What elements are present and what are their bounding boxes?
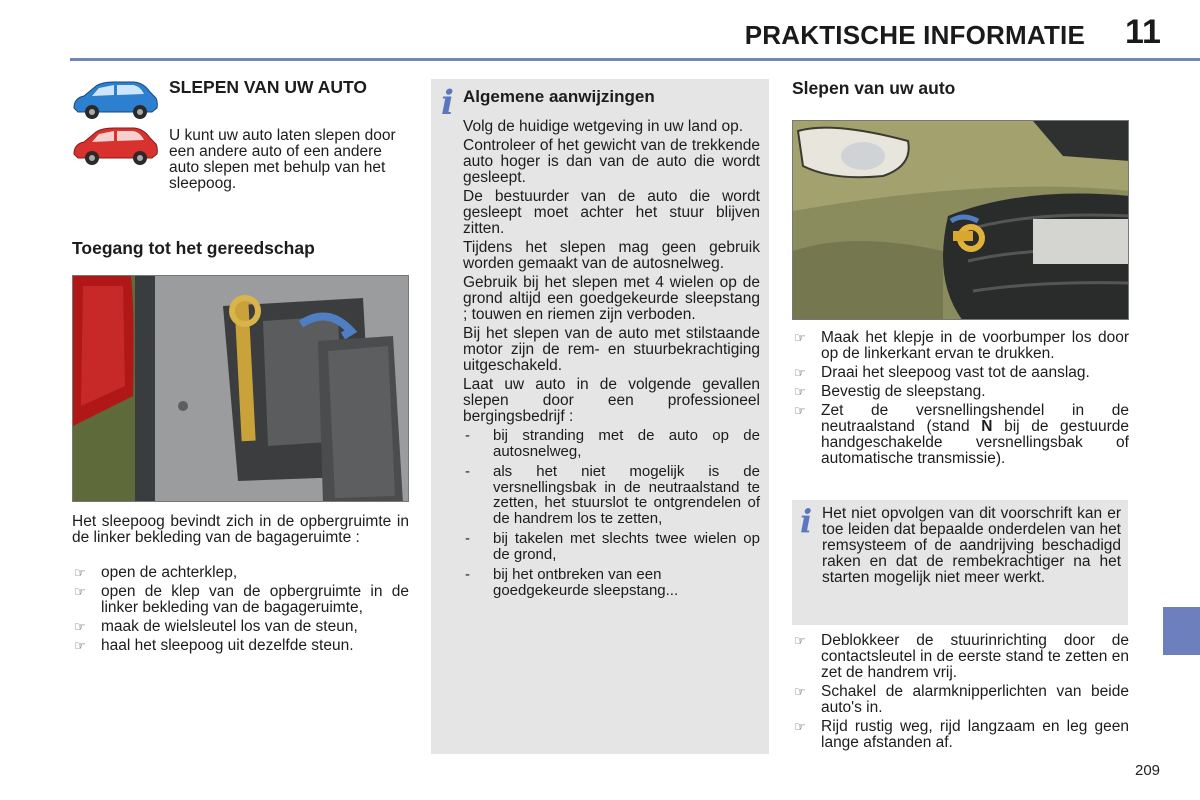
pointing-hand-icon: ☞	[794, 365, 806, 380]
trunk-storage-illustration	[72, 275, 409, 502]
towing-car-red-icon	[70, 124, 160, 168]
header-rule	[70, 58, 1200, 61]
info-paragraph: Volg de huidige wetgeving in uw land op.	[463, 118, 744, 135]
left-steps-list	[72, 565, 409, 657]
info-body	[463, 119, 760, 603]
general-instructions-box	[431, 79, 769, 754]
info-paragraph: Controleer of het gewicht van de trekkende auto hoger is dan van de auto die wordt gesleept.	[463, 137, 760, 186]
warning-box	[792, 500, 1128, 625]
tools-heading: Toegang tot het gereedschap	[72, 238, 315, 258]
list-item: ☞ Bevestig de sleepstang.	[794, 383, 986, 400]
pointing-hand-icon: ☞	[794, 633, 806, 648]
pointing-hand-icon: ☞	[794, 684, 806, 699]
pointing-hand-icon: ☞	[74, 619, 86, 634]
pointing-hand-icon: ☞	[74, 565, 86, 580]
page-number: 209	[1135, 762, 1161, 779]
towed-car-blue-icon	[70, 78, 160, 122]
intro-text: U kunt uw auto laten slepen door een andere auto of een andere auto slepen met behulp van het sleepoog.	[169, 127, 396, 192]
final-steps-list	[792, 633, 1129, 754]
list-item: - bij takelen met slechts twee wielen op de grond,	[465, 530, 760, 563]
info-icon: i	[441, 83, 454, 123]
info-title: Algemene aanwijzingen	[463, 87, 655, 106]
towing-cases-list	[463, 428, 760, 598]
pointing-hand-icon: ☞	[794, 384, 806, 399]
list-item: ☞ Zet de versnellingshendel in de neutraalstand (stand N bij de gestuurde handgeschakelde versnellingsbak of automatische transmissie).	[794, 402, 1129, 467]
list-item: ☞ Maak het klepje in de voorbumper los door op de linkerkant ervan te drukken.	[794, 329, 1129, 362]
list-item: - als het niet mogelijk is de versnellingsbak in de neutraalstand te zetten, het stuurslot te ontgrendelen of de handrem los te zetten,	[465, 463, 760, 527]
chapter-number: 11	[1125, 13, 1161, 51]
list-item: ☞ Deblokkeer de stuurinrichting door de contactsleutel in de eerste stand te zetten en zet de handrem vrij.	[794, 632, 1129, 681]
warning-text: Het niet opvolgen van dit voorschrift kan er toe leiden dat bepaalde onderdelen van het remsysteem of de aandrijving beschadigd raken en dat de rembekrachtiger na het starten mogelijk niet meer werkt.	[822, 505, 1121, 586]
info-paragraph: De bestuurder van de auto die wordt gesleept moet achter het stuur blijven zitten.	[463, 188, 760, 237]
right-steps-list	[792, 330, 1129, 470]
section-title: SLEPEN VAN UW AUTO	[169, 77, 368, 97]
info-paragraph: Bij het slepen van de auto met stilstaande motor zijn de rem- en stuurbekrachtiging uitgeschakeld.	[463, 325, 760, 374]
neutral-position-label: N	[981, 418, 993, 435]
list-item: - bij het ontbreken van een goedgekeurde sleepstang...	[465, 566, 679, 599]
list-item: ☞ open de klep van de opbergruimte in de linker bekleding van de bagageruimte,	[74, 583, 409, 616]
info-paragraph: Tijdens het slepen mag geen gebruik worden gemaakt van de autosnelweg.	[463, 239, 760, 272]
chapter-tab	[1163, 607, 1200, 655]
list-item: - bij stranding met de auto op de autosnelweg,	[465, 427, 760, 460]
pointing-hand-icon: ☞	[74, 638, 86, 653]
front-bumper-illustration	[792, 120, 1129, 320]
page-title: PRAKTISCHE INFORMATIE	[744, 20, 1085, 50]
info-icon: i	[800, 502, 813, 540]
list-item: ☞ maak de wielsleutel los van de steun,	[74, 618, 358, 635]
info-paragraph: Gebruik bij het slepen met 4 wielen op de grond altijd een goedgekeurde sleepstang ; touwen en riemen zijn verboden.	[463, 274, 760, 323]
list-item: ☞ Schakel de alarmknipperlichten van beide auto's in.	[794, 683, 1129, 716]
list-item: ☞ Draai het sleepoog vast tot de aanslag.	[794, 364, 1090, 381]
pointing-hand-icon: ☞	[794, 719, 806, 734]
pointing-hand-icon: ☞	[794, 330, 806, 345]
towing-heading: Slepen van uw auto	[792, 78, 956, 98]
info-paragraph: Laat uw auto in de volgende gevallen slepen door een professioneel bergingsbedrijf :	[463, 376, 760, 425]
pointing-hand-icon: ☞	[794, 403, 806, 418]
list-item: ☞ haal het sleepoog uit dezelfde steun.	[74, 637, 354, 654]
list-item: ☞ Rijd rustig weg, rijd langzaam en leg geen lange afstanden af.	[794, 718, 1129, 751]
list-item: ☞ open de achterklep,	[74, 564, 238, 581]
pointing-hand-icon: ☞	[74, 584, 86, 599]
location-text: Het sleepoog bevindt zich in de opbergruimte in de linker bekleding van de bagageruimte :	[72, 513, 409, 546]
